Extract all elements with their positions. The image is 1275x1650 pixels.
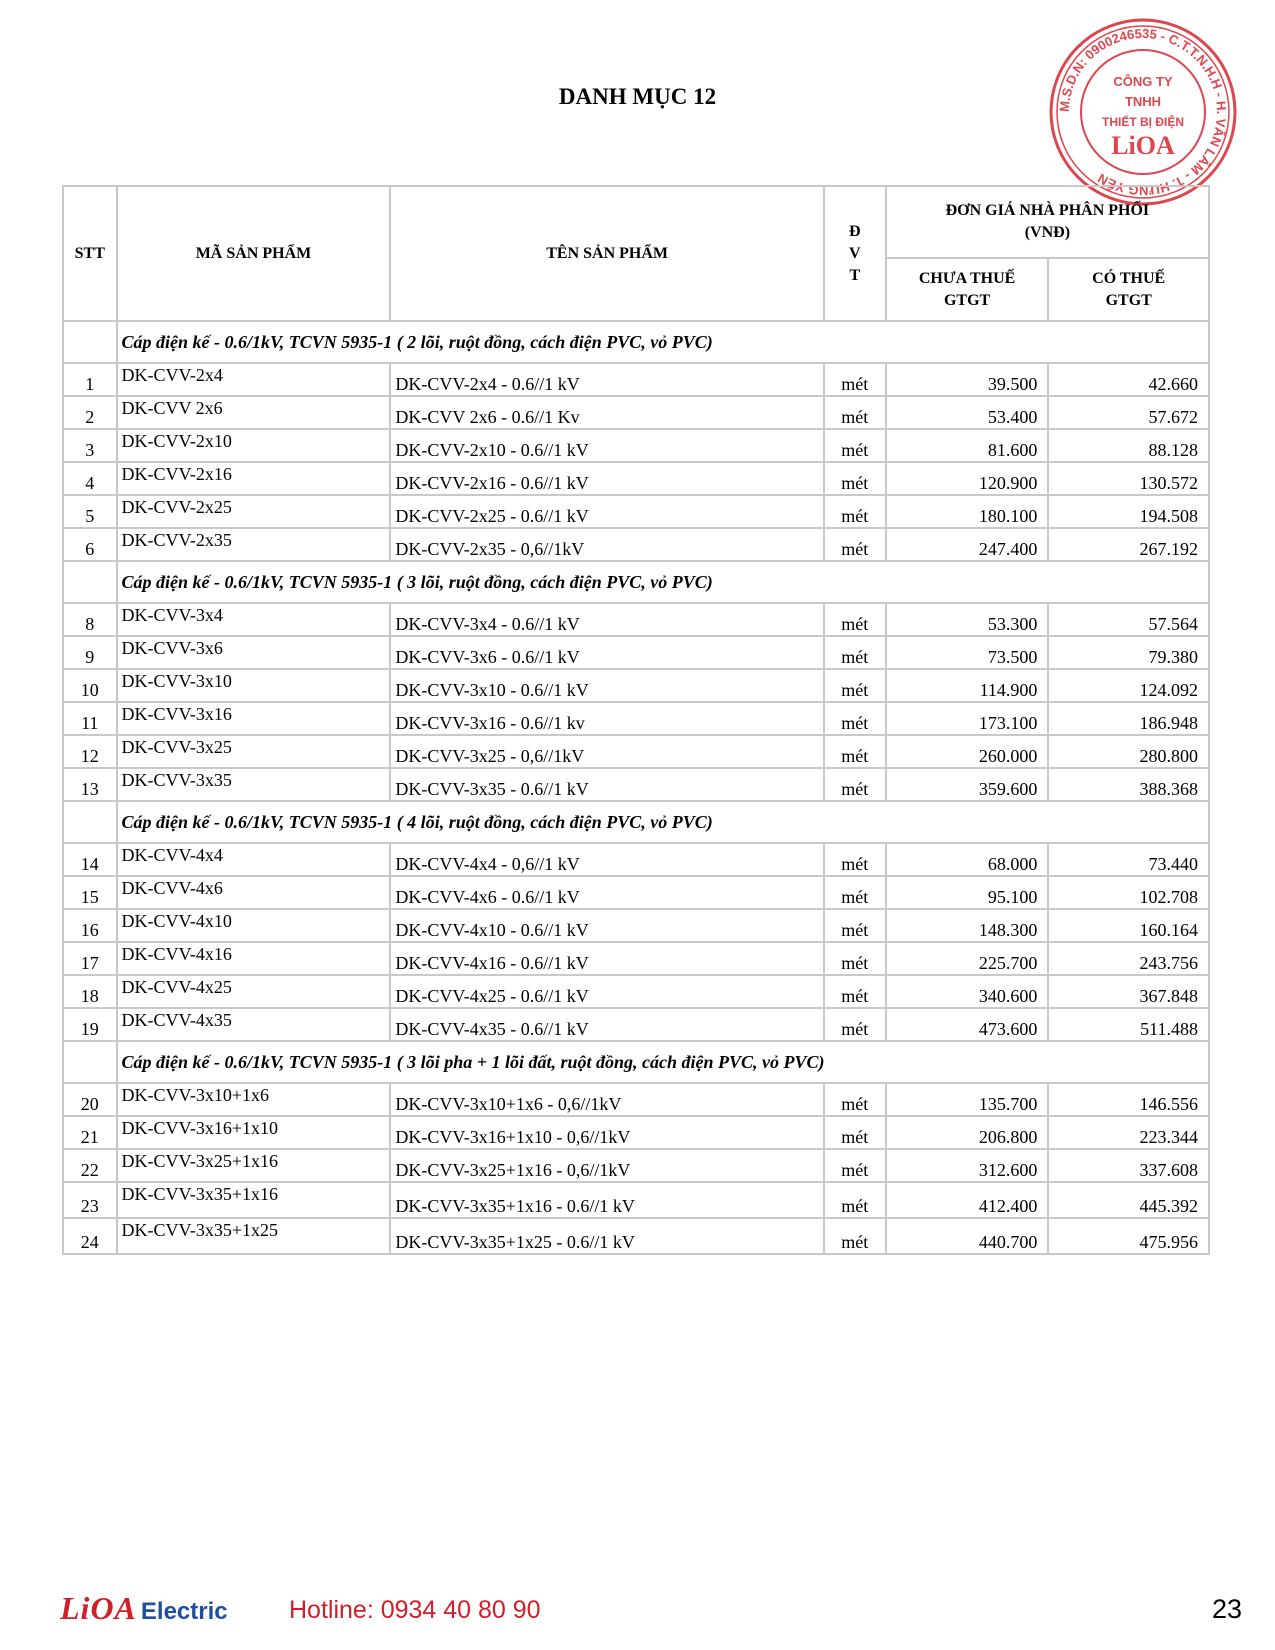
unit-cell: mét <box>824 669 886 702</box>
product-code-cell: DK-CVV-2x10 <box>117 429 391 462</box>
price-pre-tax-cell: 440.700 <box>886 1218 1049 1254</box>
unit-cell: mét <box>824 1083 886 1116</box>
price-pre-tax-cell: 473.600 <box>886 1008 1049 1041</box>
hotline-text: Hotline: 0934 40 80 90 <box>289 1596 541 1624</box>
price-pre-tax-cell: 68.000 <box>886 843 1049 876</box>
section-spacer-cell <box>63 321 117 363</box>
table-row <box>63 1149 1209 1182</box>
product-name-cell: DK-CVV-3x6 - 0.6//1 kV <box>390 636 823 669</box>
product-code-cell: DK-CVV-4x6 <box>117 876 391 909</box>
price-with-tax-cell: 160.164 <box>1048 909 1209 942</box>
product-name-cell: DK-CVV-3x4 - 0.6//1 kV <box>390 603 823 636</box>
section-header-row <box>63 321 1209 363</box>
product-code-cell: DK-CVV-4x25 <box>117 975 391 1008</box>
table-row <box>63 876 1209 909</box>
unit-cell: mét <box>824 843 886 876</box>
table-row <box>63 702 1209 735</box>
section-spacer-cell <box>63 1041 117 1083</box>
product-code-cell: DK-CVV-2x4 <box>117 363 391 396</box>
product-code-cell: DK-CVV-4x35 <box>117 1008 391 1041</box>
price-pre-tax-cell: 148.300 <box>886 909 1049 942</box>
table-row <box>63 768 1209 801</box>
section-title: Cáp điện kế - 0.6/1kV, TCVN 5935-1 ( 4 lõi, ruột đồng, cách điện PVC, vỏ PVC) <box>117 801 1209 843</box>
svg-text:M.S.D.N: 0900246535 - C.T.T.N. <box>1057 26 1229 198</box>
price-pre-tax-cell: 180.100 <box>886 495 1049 528</box>
price-with-tax-cell: 194.508 <box>1048 495 1209 528</box>
price-with-tax-cell: 186.948 <box>1048 702 1209 735</box>
product-name-cell: DK-CVV-3x10 - 0.6//1 kV <box>390 669 823 702</box>
unit-cell: mét <box>824 603 886 636</box>
stt-cell: 24 <box>63 1218 117 1254</box>
price-pre-tax-cell: 114.900 <box>886 669 1049 702</box>
stamp-line2: TNHH <box>1124 94 1162 109</box>
company-stamp <box>1047 16 1239 208</box>
product-name-cell: DK-CVV-3x16 - 0.6//1 kv <box>390 702 823 735</box>
product-code-cell: DK-CVV-3x4 <box>117 603 391 636</box>
price-with-tax-cell: 388.368 <box>1048 768 1209 801</box>
table-row <box>63 1218 1209 1254</box>
product-code-cell: DK-CVV-4x10 <box>117 909 391 942</box>
product-name-cell: DK-CVV-2x25 - 0.6//1 kV <box>390 495 823 528</box>
stt-cell: 14 <box>63 843 117 876</box>
price-pre-tax-cell: 53.400 <box>886 396 1049 429</box>
table-row <box>63 636 1209 669</box>
table-row <box>63 669 1209 702</box>
price-with-tax-cell: 511.488 <box>1048 1008 1209 1041</box>
stt-cell: 23 <box>63 1182 117 1218</box>
stt-cell: 16 <box>63 909 117 942</box>
page-title: DANH MỤC 12 <box>558 84 717 109</box>
table-row <box>63 462 1209 495</box>
stt-cell: 22 <box>63 1149 117 1182</box>
product-name-cell: DK-CVV-2x35 - 0,6//1kV <box>390 528 823 561</box>
price-pre-tax-cell: 412.400 <box>886 1182 1049 1218</box>
stt-cell: 9 <box>63 636 117 669</box>
price-pre-tax-cell: 53.300 <box>886 603 1049 636</box>
table-row <box>63 396 1209 429</box>
unit-cell: mét <box>824 876 886 909</box>
stamp-brand: LiOA <box>1111 131 1175 160</box>
product-name-cell: DK-CVV-2x10 - 0.6//1 kV <box>390 429 823 462</box>
product-name-cell: DK-CVV-4x25 - 0.6//1 kV <box>390 975 823 1008</box>
lioa-electric-logo: LiOA Electric <box>60 1590 228 1626</box>
product-name-cell: DK-CVV-3x10+1x6 - 0,6//1kV <box>390 1083 823 1116</box>
table-row <box>63 1008 1209 1041</box>
stamp-ring-text: M.S.D.N: 0900246535 - C.T.T.N.H.H - H. VĂN LÂM - T. HƯNG YÊN <box>1056 25 1230 199</box>
price-with-tax-cell: 73.440 <box>1048 843 1209 876</box>
page-number: 23 <box>1212 1594 1243 1624</box>
product-code-cell: DK-CVV-4x4 <box>117 843 391 876</box>
price-with-tax-cell: 124.092 <box>1048 669 1209 702</box>
product-code-cell: DK-CVV-3x16 <box>117 702 391 735</box>
unit-cell: mét <box>824 1116 886 1149</box>
stt-cell: 18 <box>63 975 117 1008</box>
header-product-code: MÃ SẢN PHẨM <box>117 186 391 321</box>
table-row <box>63 528 1209 561</box>
header-price-with-tax: CÓ THUẾ GTGT <box>1048 258 1209 321</box>
product-code-cell: DK-CVV-3x16+1x10 <box>117 1116 391 1149</box>
product-name-cell: DK-CVV-3x35+1x16 - 0.6//1 kV <box>390 1182 823 1218</box>
price-with-tax-cell: 146.556 <box>1048 1083 1209 1116</box>
price-pre-tax-cell: 135.700 <box>886 1083 1049 1116</box>
price-with-tax-cell: 223.344 <box>1048 1116 1209 1149</box>
price-with-tax-cell: 367.848 <box>1048 975 1209 1008</box>
header-unit: Đ V T <box>824 186 886 321</box>
section-spacer-cell <box>63 561 117 603</box>
unit-cell: mét <box>824 1008 886 1041</box>
product-code-cell: DK-CVV-3x25+1x16 <box>117 1149 391 1182</box>
stt-cell: 19 <box>63 1008 117 1041</box>
product-code-cell: DK-CVV-2x25 <box>117 495 391 528</box>
header-price-pre-tax: CHƯA THUẾ GTGT <box>886 258 1049 321</box>
product-code-cell: DK-CVV-3x35 <box>117 768 391 801</box>
price-with-tax-cell: 57.564 <box>1048 603 1209 636</box>
price-with-tax-cell: 280.800 <box>1048 735 1209 768</box>
product-code-cell: DK-CVV-3x35+1x16 <box>117 1182 391 1218</box>
price-pre-tax-cell: 359.600 <box>886 768 1049 801</box>
product-code-cell: DK-CVV-3x25 <box>117 735 391 768</box>
section-title: Cáp điện kế - 0.6/1kV, TCVN 5935-1 ( 2 lõi, ruột đồng, cách điện PVC, vỏ PVC) <box>117 321 1209 363</box>
product-name-cell: DK-CVV 2x6 - 0.6//1 Kv <box>390 396 823 429</box>
section-header-row <box>63 561 1209 603</box>
price-pre-tax-cell: 225.700 <box>886 942 1049 975</box>
table-row <box>63 1182 1209 1218</box>
price-pre-tax-cell: 95.100 <box>886 876 1049 909</box>
product-name-cell: DK-CVV-4x35 - 0.6//1 kV <box>390 1008 823 1041</box>
stt-cell: 8 <box>63 603 117 636</box>
stt-cell: 11 <box>63 702 117 735</box>
stt-cell: 1 <box>63 363 117 396</box>
stt-cell: 3 <box>63 429 117 462</box>
stamp-line3: THIẾT BỊ ĐIỆN <box>1101 115 1185 129</box>
unit-cell: mét <box>824 702 886 735</box>
unit-cell: mét <box>824 396 886 429</box>
stt-cell: 2 <box>63 396 117 429</box>
table-row <box>63 942 1209 975</box>
stt-cell: 6 <box>63 528 117 561</box>
price-pre-tax-cell: 340.600 <box>886 975 1049 1008</box>
section-header-row <box>63 801 1209 843</box>
stt-cell: 15 <box>63 876 117 909</box>
table-row <box>63 735 1209 768</box>
table-row <box>63 843 1209 876</box>
product-name-cell: DK-CVV-3x25+1x16 - 0,6//1kV <box>390 1149 823 1182</box>
unit-cell: mét <box>824 495 886 528</box>
price-table <box>62 185 1210 1255</box>
unit-cell: mét <box>824 942 886 975</box>
price-with-tax-cell: 79.380 <box>1048 636 1209 669</box>
stt-cell: 4 <box>63 462 117 495</box>
table-row <box>63 975 1209 1008</box>
unit-cell: mét <box>824 462 886 495</box>
price-with-tax-cell: 267.192 <box>1048 528 1209 561</box>
stt-cell: 12 <box>63 735 117 768</box>
product-code-cell: DK-CVV-3x10+1x6 <box>117 1083 391 1116</box>
stt-cell: 13 <box>63 768 117 801</box>
section-title: Cáp điện kế - 0.6/1kV, TCVN 5935-1 ( 3 lõi pha + 1 lõi đất, ruột đồng, cách điện PVC, vỏ PVC) <box>117 1041 1209 1083</box>
unit-cell: mét <box>824 636 886 669</box>
price-pre-tax-cell: 206.800 <box>886 1116 1049 1149</box>
stamp-line1: CÔNG TY <box>1113 74 1173 89</box>
table-row <box>63 1083 1209 1116</box>
table-row <box>63 363 1209 396</box>
price-pre-tax-cell: 39.500 <box>886 363 1049 396</box>
unit-cell: mét <box>824 1149 886 1182</box>
product-code-cell: DK-CVV-3x35+1x25 <box>117 1218 391 1254</box>
unit-cell: mét <box>824 429 886 462</box>
product-name-cell: DK-CVV-4x4 - 0,6//1 kV <box>390 843 823 876</box>
stt-cell: 20 <box>63 1083 117 1116</box>
unit-cell: mét <box>824 1218 886 1254</box>
header-price-group: ĐƠN GIÁ NHÀ PHÂN PHỐI (VNĐ) <box>886 186 1209 258</box>
table-row <box>63 495 1209 528</box>
product-name-cell: DK-CVV-3x25 - 0,6//1kV <box>390 735 823 768</box>
price-with-tax-cell: 88.128 <box>1048 429 1209 462</box>
price-with-tax-cell: 57.672 <box>1048 396 1209 429</box>
price-pre-tax-cell: 173.100 <box>886 702 1049 735</box>
stt-cell: 5 <box>63 495 117 528</box>
price-pre-tax-cell: 312.600 <box>886 1149 1049 1182</box>
product-name-cell: DK-CVV-3x16+1x10 - 0,6//1kV <box>390 1116 823 1149</box>
product-code-cell: DK-CVV-3x6 <box>117 636 391 669</box>
section-spacer-cell <box>63 801 117 843</box>
unit-cell: mét <box>824 735 886 768</box>
product-name-cell: DK-CVV-4x10 - 0.6//1 kV <box>390 909 823 942</box>
product-name-cell: DK-CVV-4x16 - 0.6//1 kV <box>390 942 823 975</box>
product-code-cell: DK-CVV-4x16 <box>117 942 391 975</box>
table-row <box>63 429 1209 462</box>
unit-cell: mét <box>824 528 886 561</box>
unit-cell: mét <box>824 975 886 1008</box>
price-with-tax-cell: 337.608 <box>1048 1149 1209 1182</box>
stt-cell: 21 <box>63 1116 117 1149</box>
unit-cell: mét <box>824 1182 886 1218</box>
table-row <box>63 1116 1209 1149</box>
unit-cell: mét <box>824 909 886 942</box>
price-with-tax-cell: 243.756 <box>1048 942 1209 975</box>
price-with-tax-cell: 130.572 <box>1048 462 1209 495</box>
price-with-tax-cell: 42.660 <box>1048 363 1209 396</box>
price-with-tax-cell: 475.956 <box>1048 1218 1209 1254</box>
section-header-row <box>63 1041 1209 1083</box>
unit-cell: mét <box>824 768 886 801</box>
product-code-cell: DK-CVV-2x35 <box>117 528 391 561</box>
header-product-name: TÊN SẢN PHẨM <box>390 186 823 321</box>
price-pre-tax-cell: 120.900 <box>886 462 1049 495</box>
unit-cell: mét <box>824 363 886 396</box>
price-with-tax-cell: 102.708 <box>1048 876 1209 909</box>
table-row <box>63 909 1209 942</box>
product-name-cell: DK-CVV-4x6 - 0.6//1 kV <box>390 876 823 909</box>
product-name-cell: DK-CVV-3x35 - 0.6//1 kV <box>390 768 823 801</box>
product-code-cell: DK-CVV-2x16 <box>117 462 391 495</box>
product-code-cell: DK-CVV-3x10 <box>117 669 391 702</box>
product-name-cell: DK-CVV-2x4 - 0.6//1 kV <box>390 363 823 396</box>
product-name-cell: DK-CVV-3x35+1x25 - 0.6//1 kV <box>390 1218 823 1254</box>
table-row <box>63 603 1209 636</box>
stt-cell: 10 <box>63 669 117 702</box>
product-code-cell: DK-CVV 2x6 <box>117 396 391 429</box>
price-pre-tax-cell: 247.400 <box>886 528 1049 561</box>
price-pre-tax-cell: 81.600 <box>886 429 1049 462</box>
header-stt: STT <box>63 186 117 321</box>
price-pre-tax-cell: 73.500 <box>886 636 1049 669</box>
price-with-tax-cell: 445.392 <box>1048 1182 1209 1218</box>
stt-cell: 17 <box>63 942 117 975</box>
product-name-cell: DK-CVV-2x16 - 0.6//1 kV <box>390 462 823 495</box>
price-pre-tax-cell: 260.000 <box>886 735 1049 768</box>
section-title: Cáp điện kế - 0.6/1kV, TCVN 5935-1 ( 3 lõi, ruột đồng, cách điện PVC, vỏ PVC) <box>117 561 1209 603</box>
